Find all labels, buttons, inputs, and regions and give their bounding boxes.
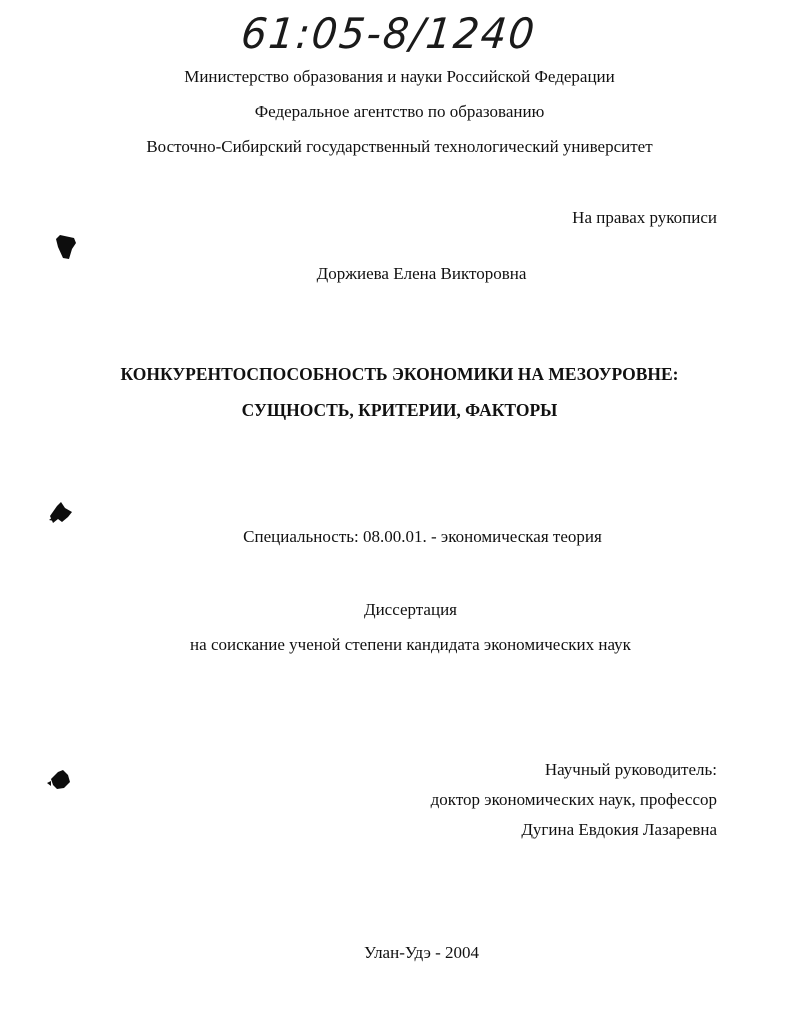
specialty-line: Специальность: 08.00.01. - экономическая теория — [243, 527, 602, 546]
supervisor-name: Дугина Евдокия Лазаревна — [521, 820, 717, 839]
degree-purpose-line: на соискание ученой степени кандидата экономических наук — [190, 635, 631, 654]
university-line: Восточно-Сибирский государственный технологический университет — [146, 137, 653, 156]
binding-hole-mark-icon — [54, 233, 78, 261]
rights-note: На правах рукописи — [572, 208, 717, 227]
agency-line: Федеральное агентство по образованию — [254, 102, 545, 121]
thesis-title-line-2: СУЩНОСТЬ, КРИТЕРИИ, ФАКТОРЫ — [241, 400, 558, 420]
thesis-title-line-1: КОНКУРЕНТОСПОСОБНОСТЬ ЭКОНОМИКИ НА МЕЗОУРОВНЕ: — [120, 364, 679, 384]
supervisor-degree: доктор экономических наук, профессор — [430, 790, 717, 809]
dissertation-label: Диссертация — [363, 600, 457, 619]
binding-hole-mark-icon — [46, 767, 74, 793]
city-year: Улан-Удэ - 2004 — [363, 943, 480, 962]
author-name: Доржиева Елена Викторовна — [316, 264, 527, 283]
binding-hole-mark-icon — [47, 500, 75, 526]
supervisor-label: Научный руководитель: — [544, 760, 717, 779]
ministry-line: Министерство образования и науки Российской Федерации — [184, 67, 615, 86]
handwritten-archive-code: 61:05-8/1240 — [238, 10, 539, 59]
